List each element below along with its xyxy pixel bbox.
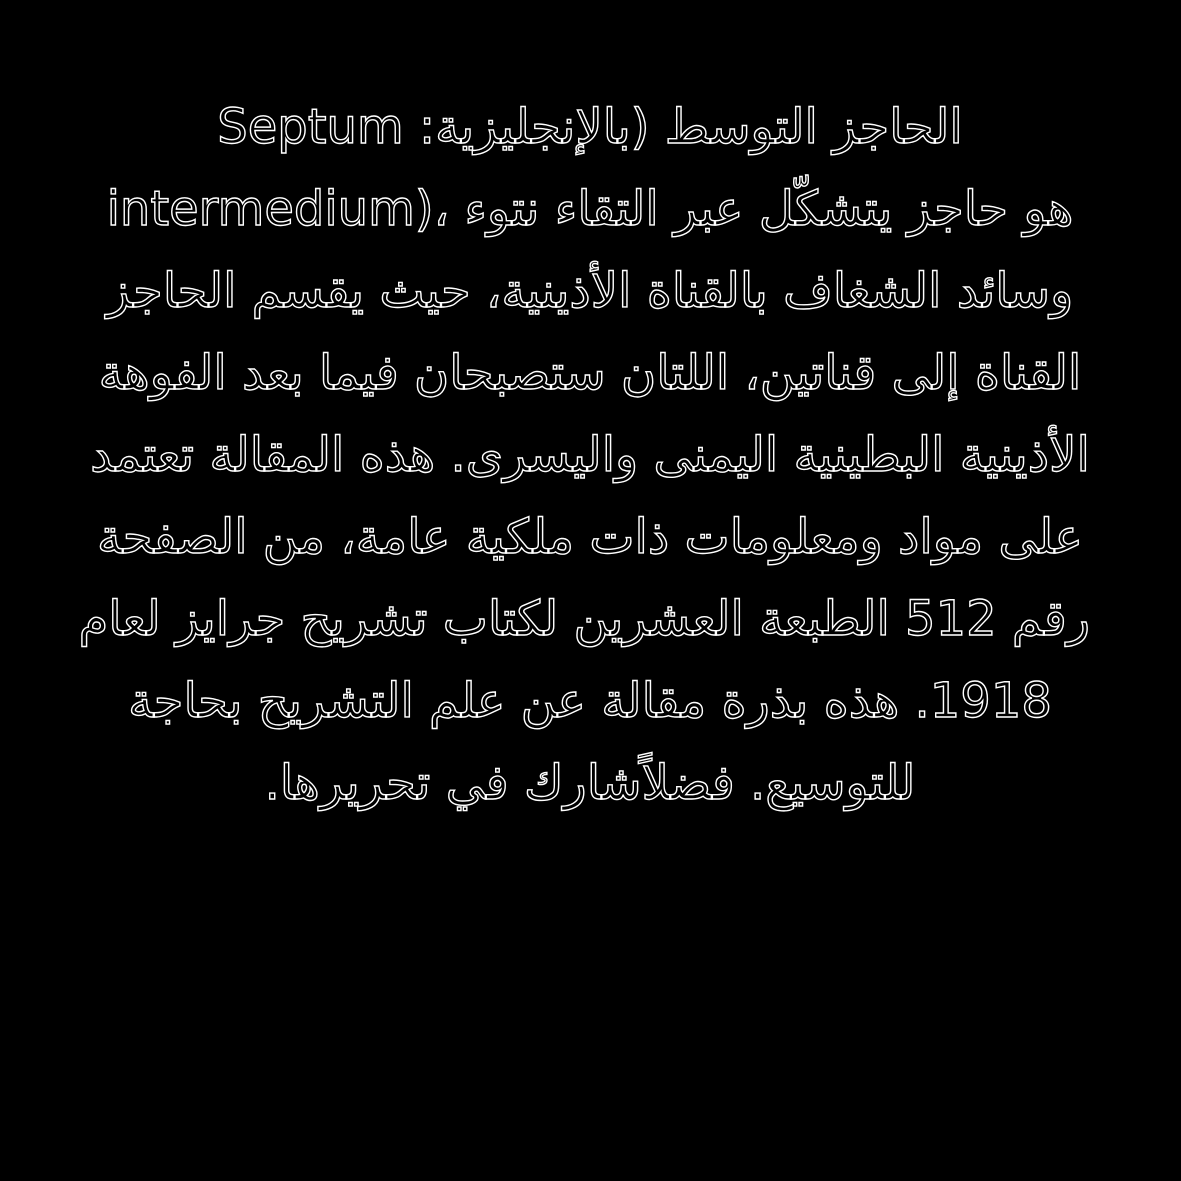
article-line-5: الأذينية البطينية اليمنى واليسرى. هذه المقالة تعتمد xyxy=(90,427,1090,483)
article-line-1: الحاجز التوسط (بالإنجليزية: Septum xyxy=(217,99,963,155)
article-line-6: على مواد ومعلومات ذات ملكية عامة، من الصفحة xyxy=(96,509,1084,565)
article-line-2: intermedium)، هو حاجز يتشكّل عبر التقاء نتوء xyxy=(106,181,1074,237)
article-text xyxy=(78,86,1090,824)
article-line-9: للتوسيع. فضلاًشارك في تحريرها. xyxy=(264,755,916,811)
article-line-8: 1918. هذه بذرة مقالة عن علم التشريح بحاجة xyxy=(128,673,1052,729)
article-line-7: رقم 512 الطبعة العشرين لكتاب تشريح جرايز لعام xyxy=(78,591,1090,647)
article-line-3: وسائد الشغاف بالقناة الأذينية، حيث يقسم الحاجز xyxy=(106,263,1074,319)
article-line-4: القناة إلى قناتين، اللتان ستصبحان فيما بعد الفوهة xyxy=(98,345,1082,401)
